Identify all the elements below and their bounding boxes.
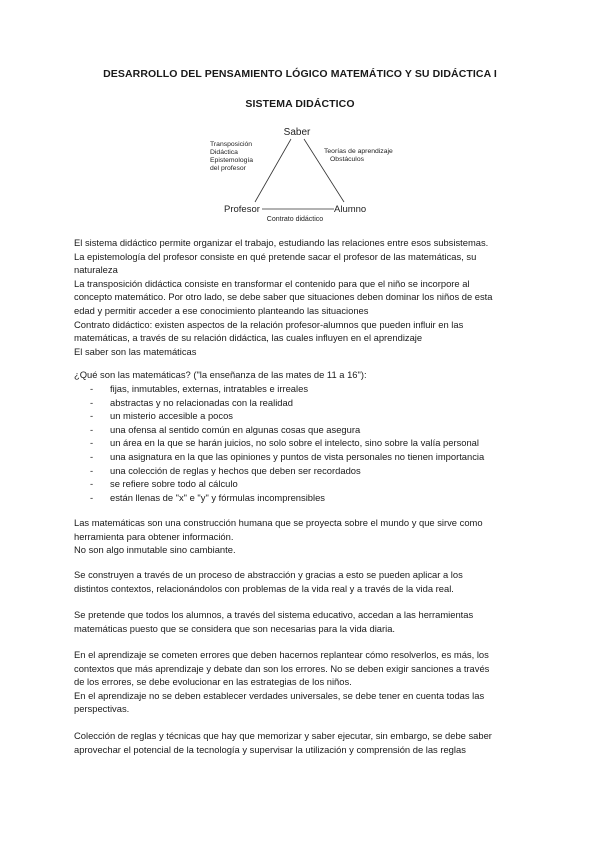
list-dash: -	[90, 423, 94, 435]
text-line: de los errores, se debe evolucionar en las estrategias de los niños.	[74, 676, 352, 688]
section-heading: SISTEMA DIDÁCTICO	[245, 98, 355, 110]
list-dash: -	[90, 478, 94, 490]
text-line: La transposición didáctica consiste en transformar el contenido para que el niño se incorpore al	[74, 277, 470, 289]
list-item	[90, 464, 484, 478]
text-line: concepto matemático. Por otro lado, se debe saber que situaciones deben dominar los niños de esta	[74, 291, 493, 303]
text-line: Se pretende que todos los alumnos, a través del sistema educativo, accedan a las herramientas	[74, 609, 474, 620]
list-item-text: una ofensa al sentido común en algunas cosas que asegura	[110, 423, 361, 435]
triangle-edge-left	[255, 139, 291, 202]
list-item	[90, 491, 484, 505]
paragraph-reglas-tecnicas	[74, 729, 534, 756]
text-line: matemáticas, a través de su relación didáctica, las cuales influyen en el aprendizaje	[74, 332, 423, 344]
list-item	[90, 450, 484, 464]
list-dash: -	[90, 464, 94, 476]
list-dash: -	[90, 410, 94, 422]
didactic-triangle-diagram	[200, 122, 400, 226]
paragraph-sistema-didactico	[74, 236, 534, 358]
text-line: Colección de reglas y técnicas que hay que memorizar y saber ejecutar, sin embargo, se debe saber	[74, 730, 492, 741]
text-line: El saber son las matemáticas	[74, 345, 197, 357]
list-item	[90, 382, 484, 396]
text-line: edad y permitir acceder a ese conocimiento planteando las situaciones	[74, 304, 369, 316]
left-label-line: del profesor	[210, 165, 246, 172]
paragraph-abstraccion	[74, 568, 534, 595]
list-item-text: una asignatura en la que las opiniones y puntos de vista personales no tienen importancia	[110, 450, 485, 462]
bullet-list	[90, 382, 484, 504]
list-item-text: abstractas y no relacionadas con la realidad	[110, 396, 293, 408]
text-line: Contrato didáctico: existen aspectos de la relación profesor-alumnos que pueden influir en las	[74, 318, 464, 330]
text-line: contextos que más aprendizaje y debate dan son los errores. No se deben exigir sanciones a través	[74, 662, 490, 674]
list-item	[90, 396, 484, 410]
edge-label-contrato: Contrato didáctico	[266, 216, 324, 223]
text-line: Se construyen a través de un proceso de abstracción y gracias a esto se pueden aplicar a los	[74, 569, 463, 580]
text-line: La epistemología del profesor consiste en qué pretende sacar el profesor de las matemáticas, su	[74, 250, 477, 262]
list-item	[90, 477, 484, 491]
right-label-line: Teorías de aprendizaje	[324, 148, 393, 155]
text-line: perspectivas.	[74, 703, 130, 715]
text-line: matemáticas puesto que se considera que son necesarias para la vida diaria.	[74, 622, 396, 634]
list-dash: -	[90, 396, 94, 408]
list-item	[90, 423, 484, 437]
list-item-text: una colección de reglas y hechos que deben ser recordados	[110, 464, 361, 476]
list-item-text: un área en la que se harán juicios, no solo sobre el intelecto, sino sobre la valía personal	[110, 437, 479, 449]
node-alumno: Alumno	[334, 204, 367, 215]
list-item-text: se refiere sobre todo al cálculo	[110, 478, 238, 490]
right-label-line: Obstáculos	[330, 156, 365, 163]
left-label-line: Didáctica	[210, 149, 238, 156]
paragraph-construccion-humana	[74, 516, 534, 557]
paragraph-sistema-educativo	[74, 608, 534, 635]
list-dash: -	[90, 491, 94, 503]
list-item-text: un misterio accesible a pocos	[110, 410, 233, 422]
left-label-line: Transposición	[210, 141, 253, 148]
list-item	[90, 436, 484, 450]
text-line: El sistema didáctico permite organizar el trabajo, estudiando las relaciones entre esos subsistemas.	[74, 237, 489, 248]
node-saber: Saber	[283, 127, 311, 138]
node-profesor: Profesor	[224, 204, 260, 215]
left-label-line: Epistemología	[210, 157, 254, 164]
text-line: ¿Qué son las matemáticas? ("la enseñanza de las mates de 11 a 16"):	[74, 369, 367, 380]
paragraph-errores	[74, 648, 534, 716]
text-line: herramienta para obtener información.	[74, 530, 234, 542]
question-heading	[74, 368, 534, 382]
text-line: distintos contextos, relacionándolos con problemas de la vida real y a través de la vida real.	[74, 582, 454, 594]
text-line: En el aprendizaje no se deben establecer verdades universales, se debe tener en cuenta todas las	[74, 689, 485, 701]
list-dash: -	[90, 383, 94, 394]
list-item	[90, 409, 484, 423]
list-dash: -	[90, 450, 94, 462]
text-line: No son algo inmutable sino cambiante.	[74, 544, 236, 556]
list-dash: -	[90, 437, 94, 449]
text-line: Las matemáticas son una construcción humana que se proyecta sobre el mundo y que sirve como	[74, 517, 483, 528]
list-item-text: están llenas de "x" e "y" y fórmulas incomprensibles	[110, 491, 325, 503]
list-item-text: fijas, inmutables, externas, intratables e irreales	[110, 383, 309, 394]
document-title: DESARROLLO DEL PENSAMIENTO LÓGICO MATEMÁTICO Y SU DIDÁCTICA I	[103, 68, 497, 80]
text-line: En el aprendizaje se cometen errores que deben hacernos replantear cómo resolverlos, es más, los	[74, 649, 489, 660]
text-line: naturaleza	[74, 264, 118, 276]
text-line: aprovechar el potencial de la tecnología y supervisar la utilización y comprensión de las reglas	[74, 743, 466, 755]
